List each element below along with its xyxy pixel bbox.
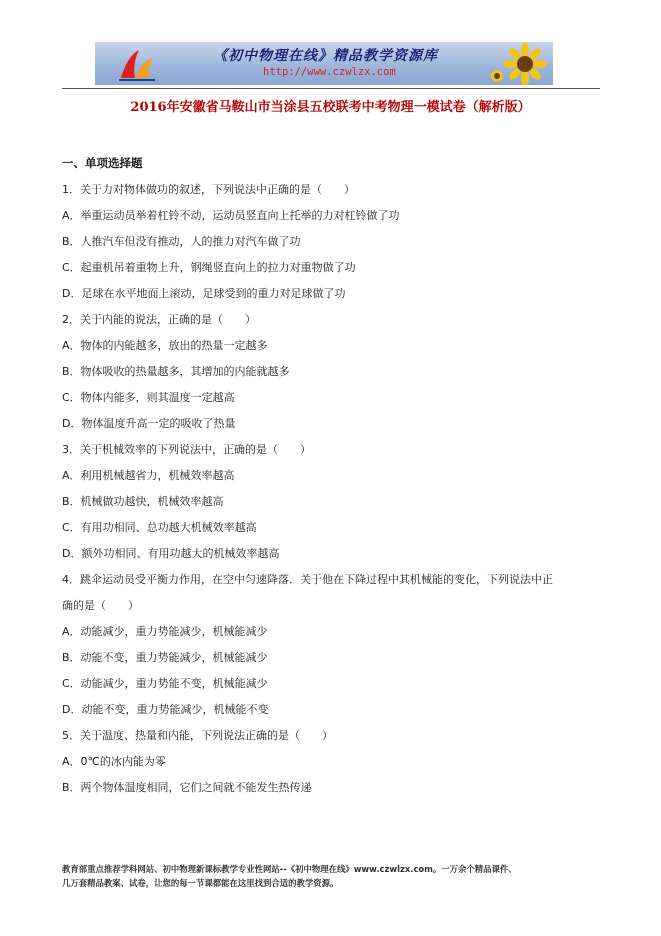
question-line: C．起重机吊着重物上升，钢绳竖直向上的拉力对重物做了功 — [62, 261, 356, 274]
question-line: A．动能减少，重力势能减少，机械能减少 — [62, 625, 268, 638]
question-line: D．动能不变，重力势能减少，机械能不变 — [62, 703, 269, 716]
question-line: D．物体温度升高一定的吸收了热量 — [62, 417, 236, 430]
sunflower-icon — [487, 42, 547, 85]
question-line: B．动能不变，重力势能减少，机械能减少 — [62, 651, 268, 664]
question-line: C．物体内能多，则其温度一定越高 — [62, 391, 235, 404]
question-line: 3．关于机械效率的下列说法中，正确的是（ ） — [62, 443, 311, 456]
question-line: C．动能减少，重力势能不变，机械能减少 — [62, 677, 268, 690]
question-line: 确的是（ ） — [62, 599, 139, 612]
site-logo-icon — [115, 46, 159, 82]
question-line: A．0℃的冰内能为零 — [62, 755, 166, 768]
question-line: B．物体吸收的热量越多，其增加的内能就越多 — [62, 365, 290, 378]
question-line: 1．关于力对物体做功的叙述，下列说法中正确的是（ ） — [62, 183, 355, 196]
question-line: B．两个物体温度相同，它们之间就不能发生热传递 — [62, 781, 312, 794]
question-line: B．机械做功越快，机械效率越高 — [62, 495, 224, 508]
banner-url: http://www.czwlzx.com — [263, 66, 396, 78]
footer-line: 几万套精品教案、试卷，让您的每一节课都能在这里找到合适的教学资源。 — [62, 878, 339, 888]
section-heading: 一、单项选择题 — [62, 156, 143, 170]
question-line: 2．关于内能的说法，正确的是（ ） — [62, 313, 256, 326]
banner-title: 《初中物理在线》精品教学资源库 — [213, 48, 438, 64]
question-line: D．足球在水平地面上滚动，足球受到的重力对足球做了功 — [62, 287, 346, 300]
header-divider — [62, 88, 600, 89]
question-line: B．人推汽车但没有推动，人的推力对汽车做了功 — [62, 235, 301, 248]
question-line: A．物体的内能越多，放出的热量一定越多 — [62, 339, 268, 352]
header-banner — [95, 42, 553, 85]
question-line: 4．跳伞运动员受平衡力作用，在空中匀速降落．关于他在下降过程中其机械能的变化，下列说法中正 — [62, 573, 553, 586]
footer-line: 教育部重点推荐学科网站、初中物理新课标教学专业性网站--《初中物理在线》www.czwlzx.com。一万余个精品课件、 — [62, 864, 517, 874]
question-line: A．举重运动员举着杠铃不动，运动员竖直向上托举的力对杠铃做了功 — [62, 209, 400, 222]
page-footer — [62, 862, 602, 890]
question-line: A．利用机械越省力，机械效率越高 — [62, 469, 235, 482]
question-line: D．额外功相同、有用功越大的机械效率越高 — [62, 547, 280, 560]
question-line: C．有用功相同、总功越大机械效率越高 — [62, 521, 257, 534]
question-line: 5．关于温度、热量和内能，下列说法正确的是（ ） — [62, 729, 333, 742]
document-title: 2016年安徽省马鞍山市当涂县五校联考中考物理一模试卷（解析版） — [130, 100, 531, 115]
